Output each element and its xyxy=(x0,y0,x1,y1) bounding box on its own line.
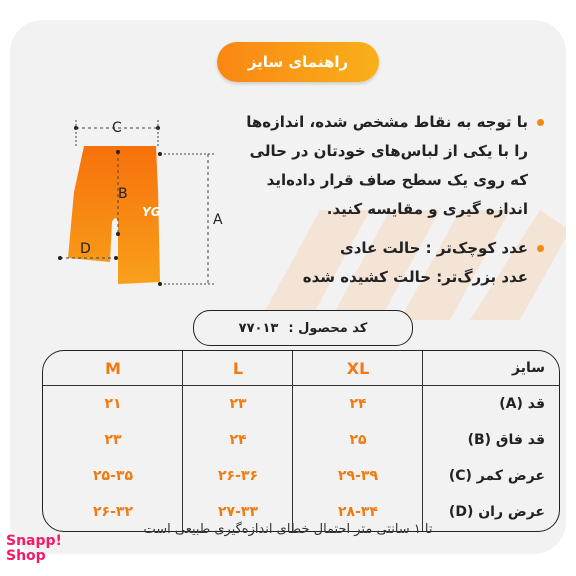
page-title: راهنمای سایز xyxy=(217,42,379,82)
cell-l: ۲۳ xyxy=(229,396,247,412)
cell-m: ۲۶-۳۲ xyxy=(93,504,133,520)
header-size-xl: XL xyxy=(346,358,370,378)
table-row xyxy=(43,387,559,421)
cell-xl: ۲۵ xyxy=(349,432,367,448)
logo-line-2: Shop xyxy=(6,548,46,564)
logo-line-1: Snapp! xyxy=(6,533,62,549)
row-label: عرض کمر (C) xyxy=(448,468,545,484)
row-label: قد (A) xyxy=(499,396,545,412)
size-table xyxy=(42,350,560,532)
table-row xyxy=(43,423,559,457)
row-label: عرض ران (D) xyxy=(448,504,545,520)
header-size-l: L xyxy=(232,358,244,378)
instruction-values: عدد کوچک‌تر : حالت عادی عدد بزرگ‌تر: حالت کشیده شده xyxy=(244,234,544,292)
cell-m: ۲۵-۳۵ xyxy=(93,468,133,484)
header-size-label: سایز xyxy=(512,360,545,376)
cell-l: ۲۶-۳۶ xyxy=(218,468,258,484)
label-c: C xyxy=(112,120,122,136)
shorts-diagram xyxy=(46,102,236,302)
row-label: قد فاق (B) xyxy=(467,432,545,448)
cell-l: ۲۴ xyxy=(229,432,247,448)
cell-xl: ۲۴ xyxy=(349,396,367,412)
cell-m: ۲۳ xyxy=(104,432,122,448)
product-code-value: ۷۷۰۱۳ xyxy=(238,320,279,336)
table-header-row xyxy=(43,351,559,385)
footnote: تا ۱ سانتی متر احتمال خطای اندازه‌گیری طبیعی است xyxy=(143,522,433,537)
cell-m: ۲۱ xyxy=(104,396,122,412)
label-d: D xyxy=(80,241,91,257)
instructions xyxy=(244,108,544,292)
header-size-m: M xyxy=(105,358,121,378)
label-a: A xyxy=(213,212,223,228)
size-guide-card xyxy=(10,20,566,554)
table-row xyxy=(43,459,559,493)
svg-text:YG: YG xyxy=(142,205,161,219)
cell-xl: ۲۸-۳۴ xyxy=(338,504,378,520)
snapp-shop-logo xyxy=(6,534,66,564)
label-b: B xyxy=(118,186,128,202)
cell-xl: ۲۹-۳۹ xyxy=(338,468,378,484)
product-code xyxy=(193,310,413,346)
product-code-label: کد محصول : xyxy=(288,320,368,336)
cell-l: ۲۷-۳۳ xyxy=(218,504,258,520)
instruction-measure: با توجه به نقاط مشخص شده، اندازه‌ها را با یکی از لباس‌های خودتان در حالی که روی یک سطح صاف قرار داده‌اید اندازه گیری و مقایسه کنید. xyxy=(244,108,544,224)
